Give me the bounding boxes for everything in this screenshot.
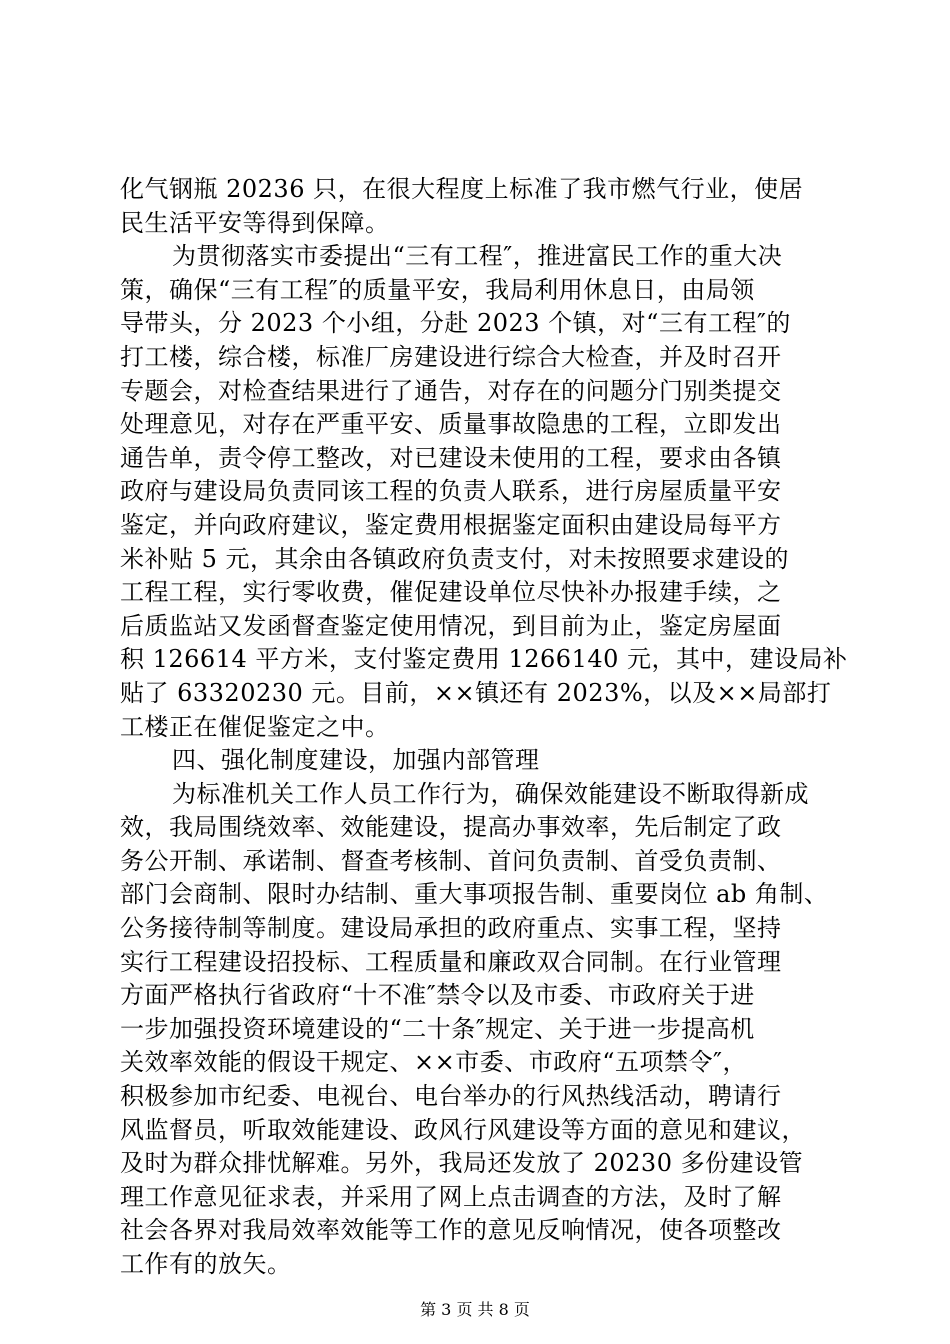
text-line: 一步加强投资环境建设的“二十条″规定、关于进一步提高机 [120,1014,755,1043]
text-line: 工程工程，实行零收费，催促建设单位尽快补办报建手续，之 [120,578,782,607]
text-line: 社会各界对我局效率效能等工作的意见反响情况，使各项整改 [120,1216,782,1245]
text-line: 化气钢瓶 20236 只，在很大程度上标准了我市燃气行业，使居 [120,175,804,203]
text-line: 工楼正在催促鉴定之中。 [120,712,390,741]
text-line: 理工作意见征求表，并采用了网上点击调查的方法，及时了解 [120,1182,782,1211]
text-line: 积极参加市纪委、电视台、电台举办的行风热线活动，聘请行 [120,1082,782,1111]
text-line: 处理意见，对存在严重平安、质量事故隐患的工程，立即发出 [120,410,782,439]
text-line: 工作有的放矢。 [120,1250,292,1278]
text-line: 及时为群众排忧解难。另外，我局还发放了 20230 多份建设管 [120,1149,804,1178]
text-line: 后质监站又发函督查鉴定使用情况，到目前为止，鉴定房屋面 [120,611,782,640]
text-line: 贴了 63320230 元。目前，××镇还有 2023%，以及××局部打 [120,678,832,707]
paragraph-start-line: 为贯彻落实市委提出“三有工程″，推进富民工作的重大决 [172,242,783,271]
text-line: 公务接待制等制度。建设局承担的政府重点、实事工程，坚持 [120,914,782,943]
page-number-footer: 第 3 页 共 8 页 [420,1300,530,1319]
text-line: 风监督员，听取效能建设、政风行风建设等方面的意见和建议， [120,1115,806,1144]
text-line: 米补贴 5 元，其余由各镇政府负责支付，对未按照要求建设的 [120,544,790,573]
document-body [120,173,848,1282]
text-line: 专题会，对检查结果进行了通告，对存在的问题分门别类提交 [120,376,782,405]
text-line: 导带头，分 2023 个小组，分赴 2023 个镇，对“三有工程″的 [120,309,791,338]
text-line: 关效率效能的假设干规定、××市委、市政府“五项禁令″， [120,1048,747,1077]
text-line: 积 126614 平方米，支付鉴定费用 1266140 元，其中，建设局补 [120,645,848,674]
text-line: 通告单，责令停工整改，对已建设未使用的工程，要求由各镇 [120,443,782,472]
paragraph-start-line: 为标准机关工作人员工作行为，确保效能建设不断取得新成 [172,779,809,808]
text-line: 部门会商制、限时办结制、重大事项报告制、重要岗位 ab 角制、 [120,880,829,909]
section-heading: 四、强化制度建设，加强内部管理 [172,746,540,775]
text-line: 打工楼，综合楼，标准厂房建设进行综合大检查，并及时召开 [120,342,782,371]
text-line: 政府与建设局负责同该工程的负责人联系，进行房屋质量平安 [120,477,782,506]
text-line: 鉴定，并向政府建议，鉴定费用根据鉴定面积由建设局每平方 [120,510,782,539]
text-line: 民生活平安等得到保障。 [120,208,390,237]
text-line: 实行工程建设招投标、工程质量和廉政双合同制。在行业管理 [120,947,782,976]
text-line: 务公开制、承诺制、督查考核制、首问负责制、首受负责制、 [120,846,782,875]
text-line: 方面严格执行省政府“十不准″禁令以及市委、市政府关于进 [120,981,755,1010]
text-line: 效，我局围绕效率、效能建设，提高办事效率，先后制定了政 [120,813,782,842]
text-line: 策，确保“三有工程″的质量平安，我局利用休息日，由局领 [120,275,755,304]
